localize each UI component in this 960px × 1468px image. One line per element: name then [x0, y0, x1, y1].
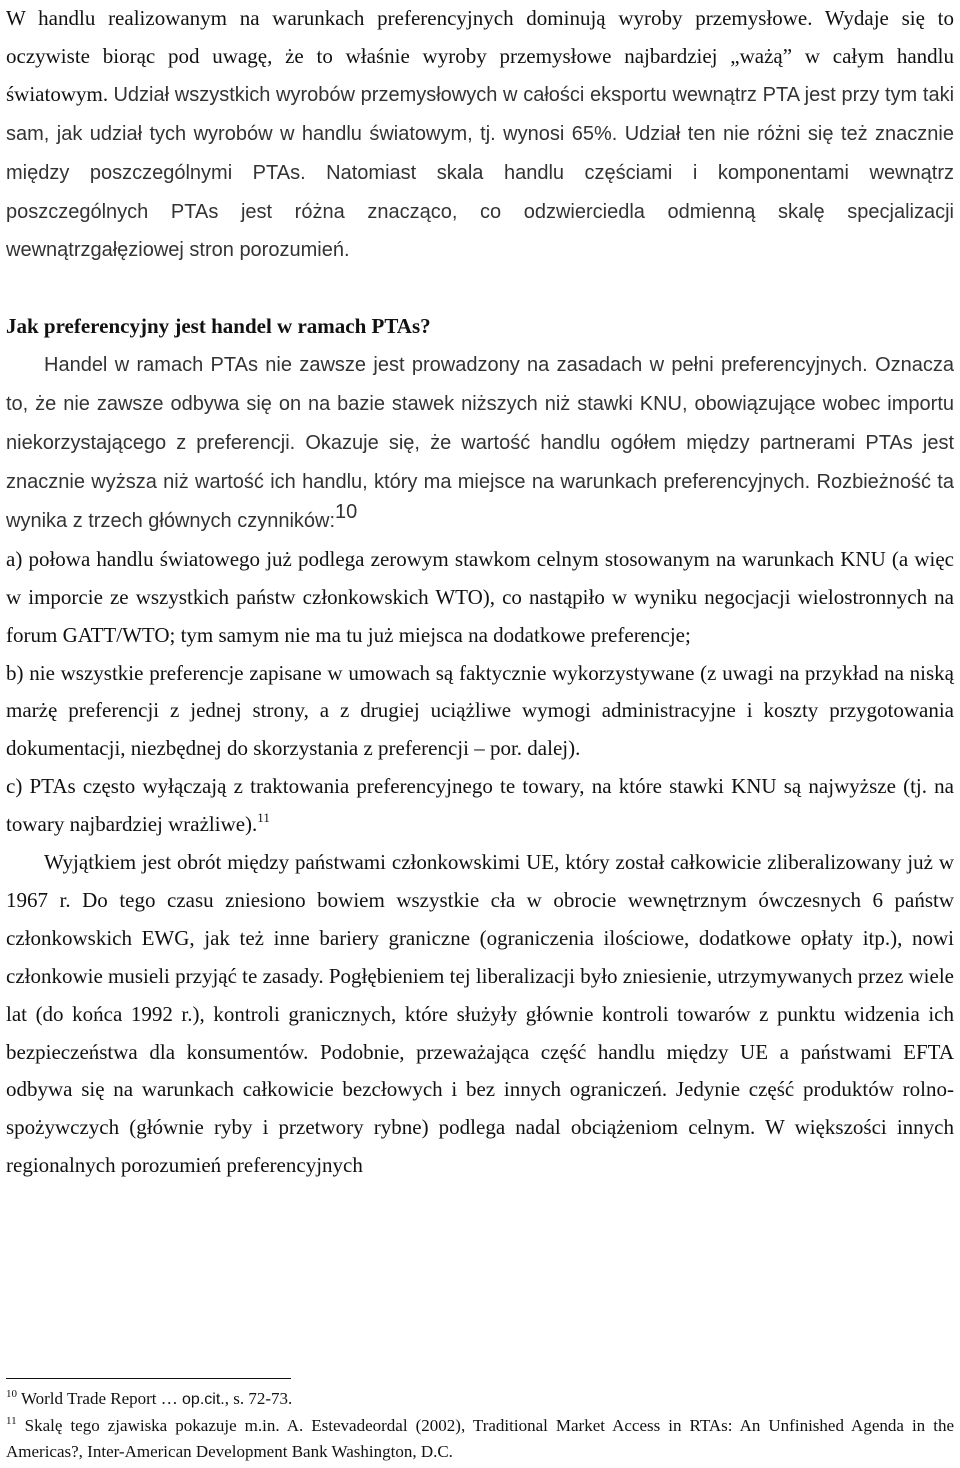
footnote-11 [6, 1413, 954, 1465]
footnote-ref-11[interactable]: 11 [257, 810, 270, 826]
footnote-11-text: Skalę tego zjawiska pokazuje m.in. A. Estevadeordal (2002), [24, 1416, 473, 1435]
footnote-10 [6, 1386, 954, 1413]
paragraph-2 [6, 346, 954, 541]
list-item-c [6, 768, 954, 844]
footnote-ref-10[interactable]: 10 [335, 500, 358, 523]
main-text [6, 0, 954, 1185]
footnote-number-10: 10 [6, 1388, 17, 1400]
footnote-10-opcit: op.cit. [182, 1391, 225, 1408]
footnote-11-title: Traditional Market Access in RTAs: An Unfinished Agenda in the Americas?, Inter-American Development Bank Washington, D.C. [6, 1416, 954, 1461]
spacer [6, 270, 954, 308]
footnote-number-11: 11 [6, 1415, 17, 1427]
footnote-separator [6, 1378, 291, 1379]
list-item-b: b) nie wszystkie preferencje zapisane w umowach są faktycznie wykorzystywane (z uwagi na przykład na niską marżę preferencji z jednej strony, a z drugiej uciążliwe wymogi administracyjne i koszty przygotowania dokumentacji, niezbędnej do skorzystania z preferencji – por. dalej). [6, 660, 954, 761]
paragraph-1 [6, 0, 954, 270]
paragraph-3: Wyjątkiem jest obrót między państwami członkowskimi UE, który został całkowicie zliberalizowany już w 1967 r. Do tego czasu zniesiono bowiem wszystkie cła w obrocie wewnętrznym ówczesnych 6 państw członkowskich EWG, jak też inne bariery graniczne (ograniczenia ilościowe, dodatkowe opłaty itp.), nowi członkowie musieli przyjąć te zasady. Pogłębieniem tej liberalizacji było zniesienie, utrzymywanych przez wiele lat (do końca 1992 r.), kontroli granicznych, które służyły głównie kontroli towarów z punktu widzenia ich bezpieczeństwa dla konsumentów. Podobnie, przeważająca część handlu między UE a państwami EFTA odbywa się na warunkach całkowicie bezcłowych i bez innych ograniczeń. Jedynie część produktów rolno-spożywczych (głównie ryby i przetwory rybne) podlega nadal obciążeniom celnym. W większości innych regionalnych porozumień preferencyjnych [6, 850, 954, 1178]
list-item-a: a) połowa handlu światowego już podlega zerowym stawkom celnym stosowanym na warunkach KNU (a więc w imporcie ze wszystkich państw członkowskich WTO), co nastąpiło w wyniku negocjacji wielostronnych na forum GATT/WTO; tym samym nie ma tu już miejsca na dodatkowe preferencje; [6, 546, 954, 647]
section-heading: Jak preferencyjny jest handel w ramach PTAs? [6, 314, 431, 339]
paragraph-2-text: Handel w ramach PTAs nie zawsze jest prowadzony na zasadach w pełni preferencyjnych. Oznacza to, że nie zawsze odbywa się on na bazie stawek niższych niż stawki KNU, obowiązujące wobec importu niekorzystającego z preferencji. Okazuje się, że wartość handlu ogółem między partnerami PTAs jest znacznie wyższa niż wartość ich handlu, który ma miejsce na warunkach preferencyjnych. Rozbieżność ta wynika z trzech głównych czynników: [6, 354, 954, 532]
paragraph-1-sans: Udział wszystkich wyrobów przemysłowych w całości eksportu wewnątrz PTA jest przy tym taki sam, jak udział tych wyrobów w handlu światowym, tj. wynosi 65%. Udział ten nie różni się też znacznie między poszczególnymi PTAs. Natomiast skala handlu częściami i komponentami wewnątrz poszczególnych PTAs jest różna znacząco, co odzwierciedla odmienną skalę specjalizacji wewnątrzgałęziowej stron porozumień. [6, 83, 955, 262]
footnote-10-text: World Trade Report … [20, 1389, 183, 1408]
footnote-10-pages: , s. 72-73. [224, 1389, 293, 1408]
footnotes [6, 1386, 954, 1465]
list-item-c-text: c) PTAs często wyłączają z traktowania preferencyjnego te towary, na które stawki KNU są najwyższe (tj. na towary najbardziej wrażliwe). [6, 774, 954, 837]
paragraph-1-serif: W handlu realizowanym na warunkach preferencyjnych dominują wyroby przemysłowe. Wydaje się to oczywiste biorąc pod uwagę, że to właśnie wyroby przemysłowe najbardziej „ważą” w całym handlu światowym. [6, 6, 954, 106]
